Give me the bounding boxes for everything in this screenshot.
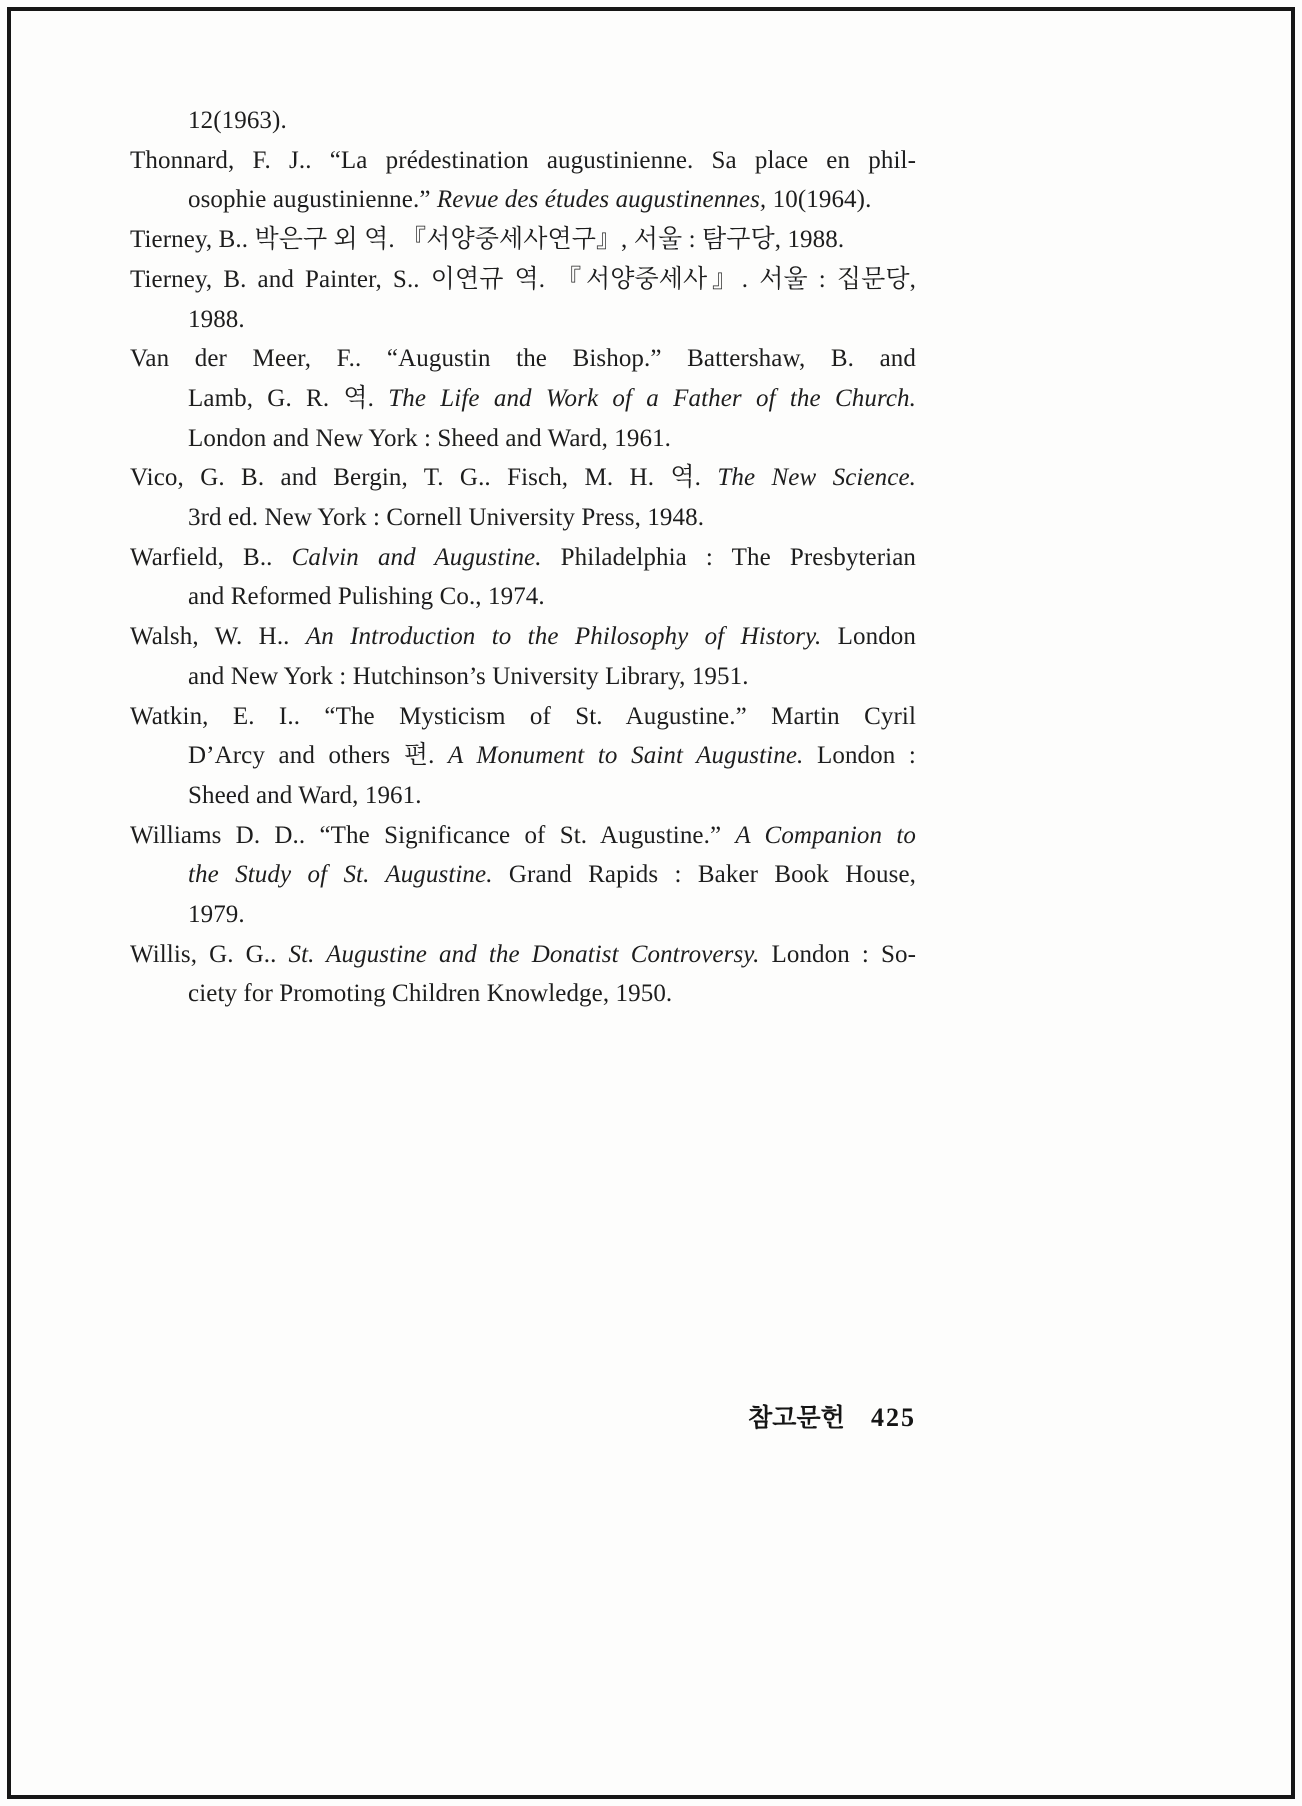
bib-line	[130, 458, 916, 498]
bib-segment-italic: A Companion to	[735, 821, 916, 849]
bib-line	[130, 974, 916, 1014]
bib-segment: ciety for Promoting Children Knowledge, 1950.	[188, 980, 673, 1008]
bib-segment: Tierney, B. and Painter, S.. 이연규 역. 『서양중세사』. 서울 : 집문당,	[130, 265, 916, 293]
bib-segment: 12(1963).	[188, 107, 287, 134]
bib-line	[130, 419, 916, 459]
bib-segment: 1988.	[188, 305, 245, 333]
bib-segment: Warfield, B..	[130, 543, 292, 571]
bib-entry	[130, 697, 916, 816]
page-footer	[130, 1398, 916, 1434]
bib-segment: Grand Rapids : Baker Book House,	[492, 861, 916, 889]
bib-segment-italic: The Life and Work of a Father of the Church.	[388, 384, 916, 412]
bib-segment: Van der Meer, F.. “Augustin the Bishop.” Battershaw, B. and	[130, 345, 916, 373]
bib-segment: Willis, G. G..	[130, 940, 289, 968]
bib-line	[130, 855, 916, 895]
bib-entry	[130, 458, 916, 537]
bib-segment: Sheed and Ward, 1961.	[188, 781, 422, 809]
bib-line	[130, 498, 916, 538]
bib-segment: Williams D. D.. “The Significance of St. Augustine.”	[130, 821, 736, 849]
bib-segment: 10(1964).	[766, 186, 872, 214]
bib-segment: London and New York : Sheed and Ward, 1961.	[188, 424, 672, 452]
bib-line	[130, 577, 916, 617]
bib-line	[130, 816, 916, 856]
bib-entry	[130, 260, 916, 339]
bib-line	[130, 180, 916, 220]
bib-entry	[130, 141, 916, 220]
bib-segment-italic: the Study of St. Augustine.	[188, 861, 493, 889]
bib-line	[130, 339, 916, 379]
bib-segment: London :	[803, 742, 916, 770]
bibliography-list	[130, 101, 916, 1014]
bib-line	[130, 379, 916, 419]
bib-line	[130, 895, 916, 935]
bib-entry	[130, 101, 916, 141]
bib-segment: Thonnard, F. J.. “La prédestination augustinienne. Sa place en phil-	[130, 146, 916, 174]
bib-segment: 1979.	[188, 901, 245, 929]
bib-segment: and Reformed Pulishing Co., 1974.	[188, 583, 545, 611]
bib-segment-italic: An Introduction to the Philosophy of History.	[305, 623, 822, 651]
bib-segment: and New York : Hutchinson’s University Library, 1951.	[188, 662, 749, 690]
footer-page-number: 425	[871, 1403, 916, 1432]
bib-segment: Walsh, W. H..	[130, 623, 306, 651]
bib-entry	[130, 220, 916, 260]
bib-segment-italic: Revue des études augustinennes,	[436, 186, 767, 214]
bib-segment: Philadelphia : The Presbyterian	[541, 543, 916, 571]
bib-segment: Lamb, G. R. 역.	[188, 384, 389, 412]
bib-segment: Vico, G. B. and Bergin, T. G.. Fisch, M. H. 역.	[130, 464, 718, 492]
bib-line	[130, 736, 916, 776]
bib-line	[130, 538, 916, 578]
bib-line	[130, 300, 916, 340]
bib-segment: London	[821, 623, 917, 651]
bib-segment: Watkin, E. I.. “The Mysticism of St. Augustine.” Martin Cyril	[130, 702, 916, 730]
bib-entry	[130, 538, 916, 617]
bib-segment: Tierney, B.. 박은구 외 역. 『서양중세사연구』, 서울 : 탐구당, 1988.	[130, 226, 845, 254]
bib-line	[130, 776, 916, 816]
bib-segment: D’Arcy and others 편.	[188, 742, 449, 770]
bib-line	[130, 617, 916, 657]
bib-line	[130, 657, 916, 697]
bib-segment-italic: The New Science.	[717, 464, 916, 492]
bib-line	[130, 220, 916, 260]
bib-entry	[130, 339, 916, 458]
bib-line	[130, 935, 916, 975]
bib-entry	[130, 935, 916, 1014]
bib-segment-italic: Calvin and Augustine.	[291, 543, 542, 571]
bib-entry	[130, 816, 916, 935]
footer-section-label: 참고문헌	[748, 1405, 845, 1432]
bib-segment-italic: St. Augustine and the Donatist Controversy.	[288, 940, 760, 968]
bib-segment: osophie augustinienne.”	[188, 186, 437, 214]
bib-line	[130, 101, 916, 141]
bib-line	[130, 260, 916, 300]
bib-line	[130, 141, 916, 181]
bib-entry	[130, 617, 916, 696]
bib-segment-italic: A Monument to Saint Augustine.	[448, 742, 804, 770]
bib-segment: 3rd ed. New York : Cornell University Press, 1948.	[188, 504, 705, 532]
bib-line	[130, 697, 916, 737]
bib-segment: London : So-	[759, 940, 917, 968]
